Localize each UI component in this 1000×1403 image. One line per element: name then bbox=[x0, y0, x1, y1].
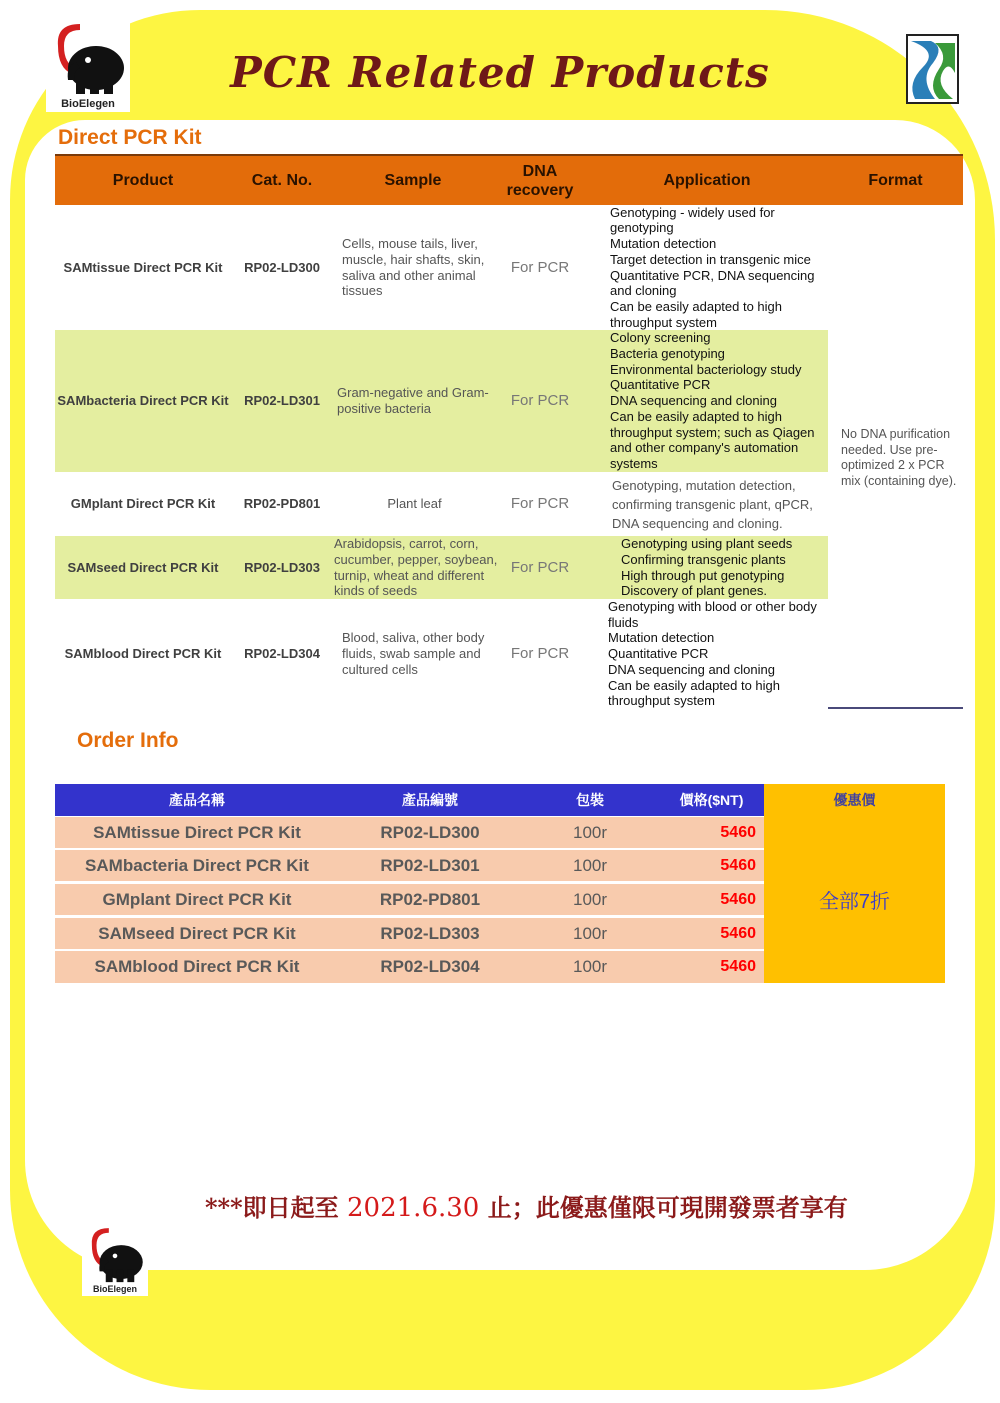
order-product-code: RP02-PD801 bbox=[379, 889, 481, 909]
column-header-sample: Sample bbox=[384, 172, 442, 189]
table-row bbox=[55, 884, 764, 915]
order-product-code: RP02-LD303 bbox=[380, 923, 480, 943]
application-list bbox=[608, 599, 828, 709]
sample-description: Cells, mouse tails, liver, muscle, hair shafts, skin, saliva and other animal tissues bbox=[342, 236, 485, 299]
order-product-name: SAMblood Direct PCR Kit bbox=[94, 956, 300, 976]
sample-description: Blood, saliva, other body fluids, swab sample and cultured cells bbox=[342, 630, 485, 677]
application-line: DNA sequencing and cloning. bbox=[612, 515, 783, 531]
application-line: Can be easily adapted to high bbox=[608, 677, 781, 693]
order-package: 100r bbox=[572, 855, 608, 875]
sample-description: Gram-negative and Gram-positive bacteria bbox=[337, 385, 489, 416]
promotion-suffix: 止；此優惠僅限可現開發票者享有 bbox=[487, 1193, 848, 1222]
page-title: PCR Related Products bbox=[230, 48, 770, 97]
order-price: 5460 bbox=[720, 823, 756, 841]
application-list bbox=[621, 536, 828, 599]
application-line: Discovery of plant genes. bbox=[621, 583, 767, 599]
dna-recovery: For PCR bbox=[510, 258, 570, 276]
order-table bbox=[55, 784, 945, 983]
table-row bbox=[55, 817, 764, 848]
application-line: Genotyping - widely used for bbox=[610, 204, 775, 220]
application-line: Can be easily adapted to high bbox=[610, 298, 783, 314]
application-line: Mutation detection bbox=[608, 630, 715, 646]
product-name: SAMseed Direct PCR Kit bbox=[67, 559, 219, 575]
application-line: Genotyping, mutation detection, bbox=[612, 477, 796, 493]
order-price: 5460 bbox=[720, 957, 756, 975]
application-line: Mutation detection bbox=[610, 236, 717, 252]
table-row bbox=[55, 599, 828, 709]
application-line: throughput system bbox=[610, 314, 717, 330]
column-header-package: 包裝 bbox=[521, 784, 659, 816]
order-product-name: SAMseed Direct PCR Kit bbox=[98, 923, 296, 943]
section-title-direct-pcr-kit: Direct PCR Kit bbox=[58, 126, 202, 149]
application-line: Quantitative PCR bbox=[610, 377, 711, 393]
order-package: 100r bbox=[572, 889, 608, 909]
column-header-cat-no: Cat. No. bbox=[251, 172, 313, 189]
order-product-name: SAMtissue Direct PCR Kit bbox=[93, 822, 301, 842]
column-header-product-code: 產品編號 bbox=[339, 784, 521, 816]
application-line: Colony screening bbox=[610, 330, 711, 346]
application-line: Target detection in transgenic mice bbox=[610, 251, 811, 267]
table-row bbox=[55, 330, 828, 472]
catalog-number: RP02-LD300 bbox=[244, 259, 320, 275]
order-price: 5460 bbox=[720, 924, 756, 942]
column-header-dna-recovery: DNA recovery bbox=[506, 162, 574, 199]
table-header bbox=[55, 154, 963, 205]
application-line: Quantitative PCR bbox=[608, 646, 709, 662]
logo-label: BioElegen bbox=[92, 1284, 137, 1294]
order-package: 100r bbox=[572, 956, 608, 976]
column-header-product: Product bbox=[112, 172, 174, 189]
dna-recovery: For PCR bbox=[510, 392, 570, 410]
product-name: GMplant Direct PCR Kit bbox=[70, 496, 216, 512]
application-line: fluids bbox=[608, 614, 639, 630]
company-logo bbox=[46, 16, 130, 112]
application-line: and cloning bbox=[610, 283, 677, 299]
catalog-number: RP02-PD801 bbox=[243, 496, 321, 512]
application-line: Confirming transgenic plants bbox=[621, 551, 786, 567]
catalog-number: RP02-LD304 bbox=[244, 646, 320, 662]
application-line: and other company's automation bbox=[610, 440, 799, 456]
catalog-number: RP02-LD301 bbox=[244, 393, 320, 409]
application-line: Genotyping using plant seeds bbox=[621, 536, 793, 552]
application-line: Environmental bacteriology study bbox=[610, 361, 802, 377]
application-line: DNA sequencing and cloning bbox=[610, 393, 777, 409]
product-name: SAMbacteria Direct PCR Kit bbox=[57, 393, 229, 409]
order-package: 100r bbox=[572, 923, 608, 943]
column-header-discount: 優惠價 bbox=[764, 784, 945, 816]
application-list bbox=[612, 472, 828, 536]
application-list bbox=[610, 330, 828, 472]
company-logo-bottom bbox=[82, 1222, 148, 1296]
format-description: No DNA purification needed. Use pre-optimized 2 x PCR mix (containing dye). bbox=[841, 427, 957, 489]
order-product-code: RP02-LD301 bbox=[380, 855, 480, 875]
order-package: 100r bbox=[572, 822, 608, 842]
application-line: High through put genotyping bbox=[621, 567, 785, 583]
sample-description: Plant leaf bbox=[387, 496, 442, 512]
table-row bbox=[55, 951, 764, 983]
promotion-date: 2021.6.30 bbox=[347, 1193, 480, 1223]
product-name: SAMblood Direct PCR Kit bbox=[64, 646, 222, 662]
section-title-order-info: Order Info bbox=[77, 729, 179, 752]
order-product-name: GMplant Direct PCR Kit bbox=[102, 889, 292, 909]
column-header-product-name: 產品名稱 bbox=[55, 784, 339, 816]
order-price: 5460 bbox=[720, 856, 756, 874]
dna-recovery: For PCR bbox=[510, 645, 570, 663]
order-price: 5460 bbox=[720, 890, 756, 908]
discount-value: 全部7折 bbox=[764, 816, 945, 983]
product-name: SAMtissue Direct PCR Kit bbox=[63, 259, 223, 275]
table-row bbox=[55, 850, 764, 881]
application-line: confirming transgenic plant, qPCR, bbox=[612, 496, 813, 512]
table-row bbox=[55, 205, 828, 330]
order-product-code: RP02-LD304 bbox=[380, 956, 480, 976]
promotion-note bbox=[205, 1188, 848, 1223]
dna-recovery: For PCR bbox=[510, 558, 570, 576]
order-product-name: SAMbacteria Direct PCR Kit bbox=[85, 855, 309, 875]
order-product-code: RP02-LD300 bbox=[380, 822, 480, 842]
application-line: Can be easily adapted to high bbox=[610, 408, 783, 424]
application-list bbox=[610, 205, 828, 330]
dna-recovery: For PCR bbox=[510, 495, 570, 513]
promotion-prefix: ***即日起至 bbox=[205, 1193, 339, 1222]
table-row bbox=[55, 536, 828, 599]
application-line: genotyping bbox=[610, 220, 674, 236]
logo-label: BioElegen bbox=[61, 98, 115, 110]
divider bbox=[828, 707, 963, 709]
catalog-number: RP02-LD303 bbox=[244, 559, 320, 575]
dna-helix-icon bbox=[905, 33, 960, 105]
application-line: DNA sequencing and cloning bbox=[608, 661, 775, 677]
column-header-price: 價格($NT) bbox=[659, 784, 764, 816]
application-line: throughput system; such as Qiagen bbox=[610, 424, 815, 440]
application-line: throughput system bbox=[608, 693, 715, 709]
application-line: Quantitative PCR, DNA sequencing bbox=[610, 267, 815, 283]
column-header-format: Format bbox=[868, 172, 923, 189]
application-line: Genotyping with blood or other body bbox=[608, 599, 817, 615]
sample-description: Arabidopsis, carrot, corn, cucumber, pepper, soybean, turnip, wheat and different kinds of seeds bbox=[334, 536, 498, 599]
application-line: systems bbox=[610, 455, 658, 471]
table-row bbox=[55, 472, 828, 536]
application-line: Bacteria genotyping bbox=[610, 346, 725, 362]
table-row bbox=[55, 918, 764, 949]
column-header-application: Application bbox=[663, 172, 751, 189]
